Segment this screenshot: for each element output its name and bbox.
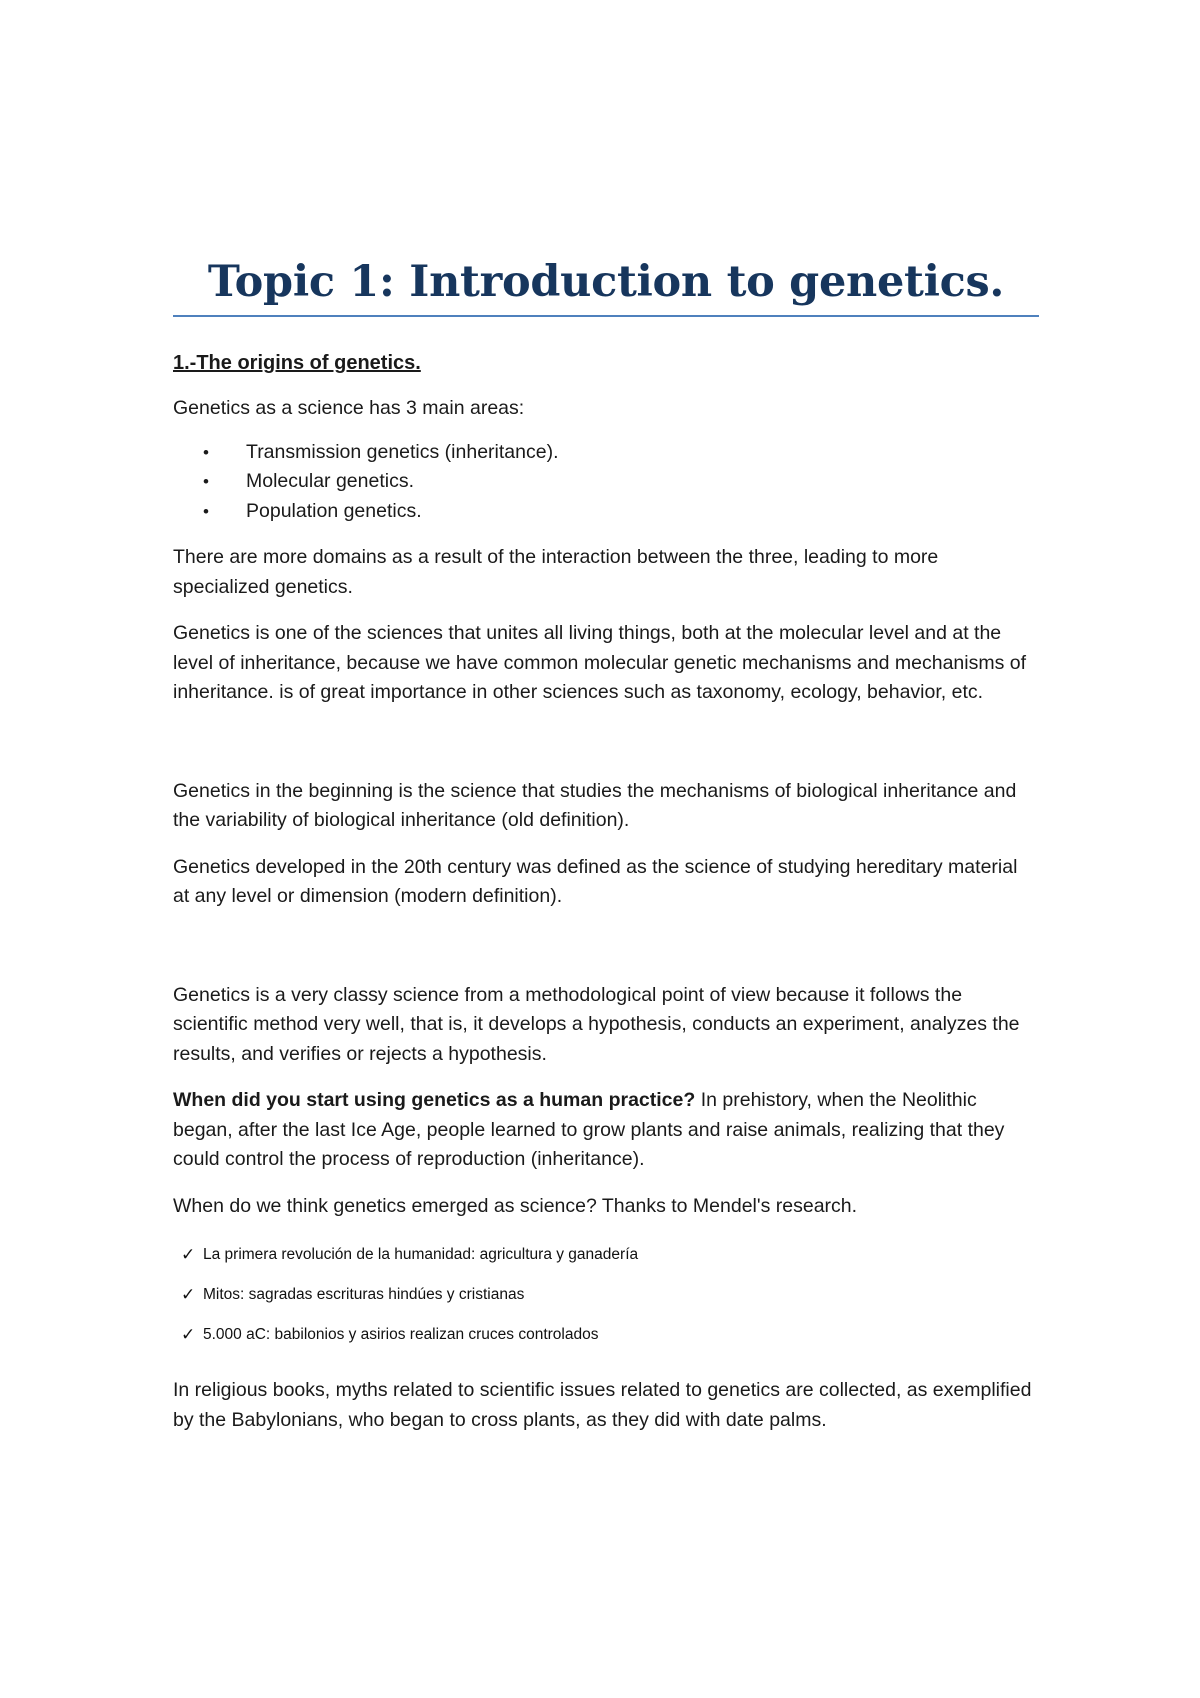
human-practice-question: When did you start using genetics as a human practice? [173, 1089, 696, 1112]
list-item-text: Transmission genetics (inheritance). [246, 440, 559, 463]
bullet-icon: • [203, 472, 209, 492]
document-body [173, 258, 1039, 1435]
section-heading: 1.-The origins of genetics. [173, 352, 421, 375]
checklist-item-text: Mitos: sagradas escrituras hindúes y cristianas [203, 1286, 525, 1304]
paragraph-human-practice [173, 1086, 1039, 1175]
checkmark-icon: ✓ [181, 1285, 196, 1305]
checklist-item [181, 1325, 1039, 1345]
checkmark-icon: ✓ [181, 1245, 196, 1265]
paragraph-old-definition: Genetics in the beginning is the science that studies the mechanisms of biological inheritance and the variability of biological inheritance (old definition). [173, 779, 1017, 832]
document-title: Topic 1: Introduction to genetics. [173, 258, 1039, 317]
checklist-item [181, 1285, 1039, 1305]
paragraph-domains: There are more domains as a result of the interaction between the three, leading to more specialized genetics. [173, 546, 939, 598]
paragraph-modern-definition: Genetics developed in the 20th century was defined as the science of studying hereditary material at any level or dimension (modern definition). [173, 855, 1018, 908]
bullet-icon: • [203, 442, 209, 462]
paragraph-science-emerged: When do we think genetics emerged as science? Thanks to Mendel's research. [173, 1194, 858, 1217]
list-item-text: Population genetics. [246, 499, 422, 522]
list-item-text: Molecular genetics. [246, 470, 414, 493]
checklist-item-text: La primera revolución de la humanidad: agricultura y ganadería [203, 1246, 639, 1264]
list-item [173, 467, 1039, 497]
list-item [173, 438, 1039, 468]
paragraph-religious: In religious books, myths related to scientific issues related to genetics are collected, as exemplified by the Babylonians, who began to cross plants, as they did with date palms. [173, 1379, 1032, 1431]
list-item [173, 497, 1039, 527]
intro-paragraph: Genetics as a science has 3 main areas: [173, 397, 525, 420]
checkmark-icon: ✓ [181, 1325, 196, 1345]
paragraph-classy: Genetics is a very classy science from a methodological point of view because it follows the scientific method very well, that is, it develops a hypothesis, conducts an experiment, analyzes the results, and verifies or rejects a hypothesis. [173, 983, 1020, 1065]
checklist-item-text: 5.000 aC: babilonios y asirios realizan cruces controlados [203, 1326, 599, 1344]
paragraph-unites: Genetics is one of the sciences that unites all living things, both at the molecular level and at the level of inheritance, because we have common molecular genetic mechanisms and mechanisms of inheritance. is of great importance in other sciences such as taxonomy, ecology, behavior, etc. [173, 622, 1027, 704]
bullet-icon: • [203, 501, 209, 521]
areas-list [173, 438, 1039, 527]
checklist-image [181, 1245, 1039, 1345]
human-practice-answer: In prehistory, when the Neolithic began, after the last Ice Age, people learned to grow plants and raise animals, realizing that they could control the process of reproduction (inheritance). [173, 1089, 1005, 1171]
checklist-item [181, 1245, 1039, 1265]
